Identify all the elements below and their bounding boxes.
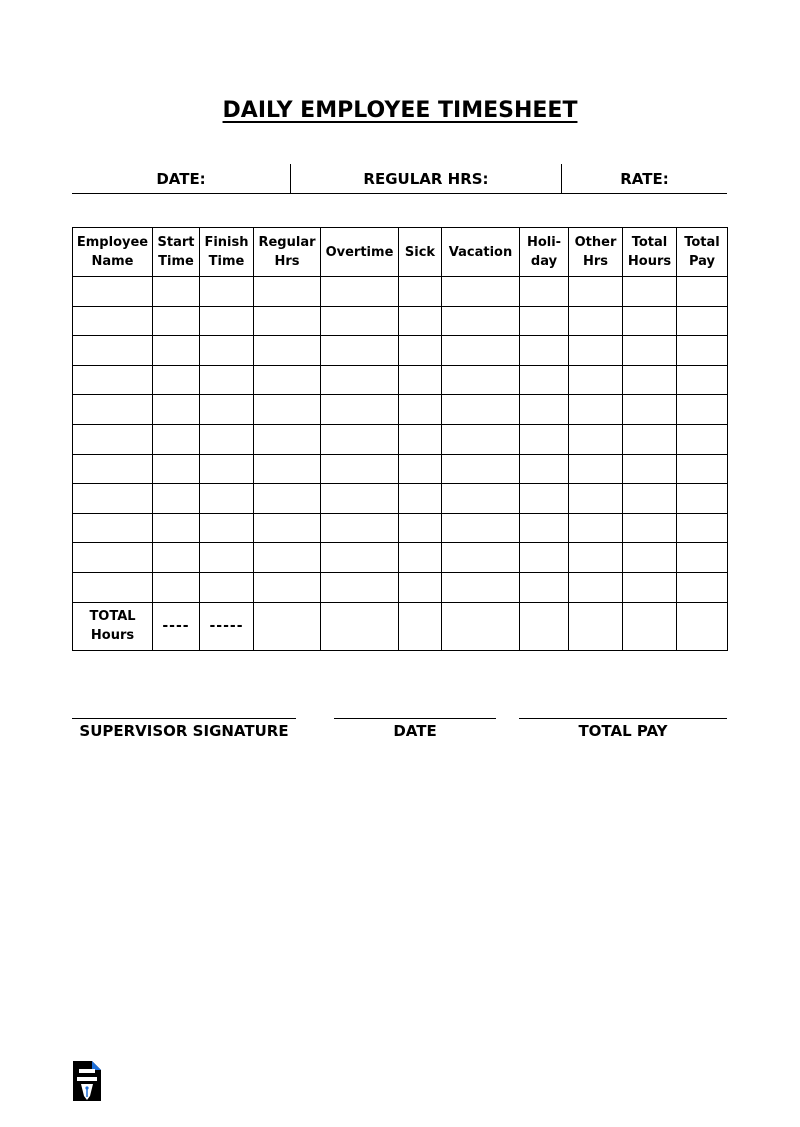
table-row: [73, 424, 728, 454]
table-cell-vacation[interactable]: [442, 336, 520, 366]
column-header-regular-hrs: [254, 228, 321, 277]
column-header-start-time: [153, 228, 200, 277]
table-cell-vacation[interactable]: [442, 513, 520, 543]
table-cell-vacation[interactable]: [442, 306, 520, 336]
column-header-sick: [399, 228, 442, 277]
table-cell-overtime[interactable]: [321, 543, 399, 573]
table-cell-vacation[interactable]: [442, 454, 520, 484]
column-header-holiday: [520, 228, 569, 277]
table-cell-other-hrs[interactable]: [569, 336, 623, 366]
column-header-text: Total: [684, 235, 720, 250]
column-header-text: day: [530, 254, 558, 269]
signature-date-line[interactable]: [334, 718, 496, 719]
table-cell-employee-name[interactable]: [73, 513, 153, 543]
table-cell-total-pay[interactable]: [677, 395, 728, 425]
table-cell-vacation[interactable]: [442, 277, 520, 307]
table-cell-start-time[interactable]: [153, 306, 200, 336]
table-cell-start-time[interactable]: [153, 277, 200, 307]
table-cell-total-pay[interactable]: [677, 277, 728, 307]
table-cell-total-pay[interactable]: [677, 365, 728, 395]
table-cell-sick[interactable]: [399, 277, 442, 307]
table-row: [73, 306, 728, 336]
table-cell-employee-name[interactable]: [73, 572, 153, 602]
table-cell-total-hours[interactable]: [623, 424, 677, 454]
table-cell-other-hrs[interactable]: [569, 277, 623, 307]
table-cell-employee-name[interactable]: [73, 454, 153, 484]
table-row: [73, 484, 728, 514]
table-cell-holiday[interactable]: [520, 543, 569, 573]
table-cell-total-hours[interactable]: [623, 513, 677, 543]
table-cell-total-hours[interactable]: [623, 543, 677, 573]
table-cell-regular-hrs[interactable]: [254, 543, 321, 573]
table-cell-other-hrs[interactable]: [569, 424, 623, 454]
table-cell-other-hrs[interactable]: [569, 454, 623, 484]
table-cell-sick[interactable]: [399, 306, 442, 336]
pen-document-logo-icon: [72, 1060, 102, 1102]
table-cell-total-pay[interactable]: [677, 454, 728, 484]
table-cell-total-pay[interactable]: [677, 306, 728, 336]
table-cell-regular-hrs[interactable]: [254, 572, 321, 602]
total-label-line2: Hours: [90, 628, 135, 644]
table-cell-total-pay[interactable]: [677, 572, 728, 602]
table-cell-finish-time[interactable]: [200, 572, 254, 602]
table-cell-start-time[interactable]: [153, 513, 200, 543]
table-cell-sick[interactable]: [399, 572, 442, 602]
table-cell-regular-hrs[interactable]: [254, 395, 321, 425]
table-cell-finish-time[interactable]: [200, 484, 254, 514]
column-header-other-hrs: [569, 228, 623, 277]
table-cell-total-pay[interactable]: [677, 543, 728, 573]
table-cell-holiday[interactable]: [520, 513, 569, 543]
table-cell-total-hours[interactable]: [623, 454, 677, 484]
total-pay-line[interactable]: [519, 718, 727, 719]
table-cell-other-hrs[interactable]: [569, 395, 623, 425]
table-cell-finish-time[interactable]: [200, 365, 254, 395]
table-body: [73, 277, 728, 651]
table-cell-regular-hrs[interactable]: [254, 513, 321, 543]
table-cell-vacation[interactable]: [442, 365, 520, 395]
column-header-text: Time: [208, 254, 245, 269]
table-cell-holiday[interactable]: [520, 484, 569, 514]
table-cell-total-pay[interactable]: [677, 424, 728, 454]
table-row: [73, 277, 728, 307]
table-cell-total-pay[interactable]: [677, 484, 728, 514]
table-cell-total-hours[interactable]: [623, 395, 677, 425]
column-header-employee-name: [73, 228, 153, 277]
table-cell-regular-hrs[interactable]: [254, 365, 321, 395]
table-row: [73, 454, 728, 484]
supervisor-signature-label: SUPERVISOR SIGNATURE: [79, 722, 289, 740]
table-cell-total-hours[interactable]: [623, 306, 677, 336]
table-cell-finish-time[interactable]: [200, 454, 254, 484]
table-cell-other-hrs[interactable]: [569, 484, 623, 514]
table-cell-finish-time[interactable]: [200, 306, 254, 336]
column-header-text: Name: [91, 254, 134, 269]
table-cell-employee-name[interactable]: [73, 395, 153, 425]
table-cell-employee-name[interactable]: [73, 306, 153, 336]
column-header-total-pay: [677, 228, 728, 277]
document-title: [0, 98, 800, 123]
column-header-text: Hrs: [274, 254, 300, 269]
table-cell-other-hrs[interactable]: [569, 513, 623, 543]
table-cell-overtime[interactable]: [321, 365, 399, 395]
column-header-text: Finish: [204, 235, 249, 250]
table-cell-start-time[interactable]: [153, 572, 200, 602]
signature-date-label: DATE: [393, 722, 437, 740]
column-header-vacation: [442, 228, 520, 277]
table-cell-sick[interactable]: [399, 484, 442, 514]
table-cell-holiday[interactable]: [520, 424, 569, 454]
table-cell-sick[interactable]: [399, 513, 442, 543]
table-cell-finish-time[interactable]: [200, 513, 254, 543]
column-header-overtime: [321, 228, 399, 277]
column-header-text: Time: [158, 254, 194, 269]
table-cell-start-time[interactable]: [153, 365, 200, 395]
column-header-finish-time: [200, 228, 254, 277]
table-cell-start-time[interactable]: [153, 484, 200, 514]
table-cell-employee-name[interactable]: [73, 484, 153, 514]
table-cell-employee-name[interactable]: [73, 424, 153, 454]
table-cell-total-pay[interactable]: [677, 336, 728, 366]
table-cell-total-hours[interactable]: [623, 484, 677, 514]
table-cell-other-hrs[interactable]: [569, 572, 623, 602]
total-cell-overtime[interactable]: [321, 602, 399, 650]
document-title-text: DAILY EMPLOYEE TIMESHEET: [222, 98, 578, 123]
table-row: [73, 513, 728, 543]
table-cell-total-hours[interactable]: [623, 572, 677, 602]
table-cell-vacation[interactable]: [442, 572, 520, 602]
column-header-text: Start: [157, 235, 195, 250]
total-hours-label: [73, 602, 153, 650]
table-cell-total-hours[interactable]: [623, 365, 677, 395]
table-cell-holiday[interactable]: [520, 572, 569, 602]
column-header-text: Holi-: [526, 235, 562, 250]
table-cell-other-hrs[interactable]: [569, 306, 623, 336]
total-pay-label: TOTAL PAY: [578, 722, 668, 740]
column-header-text: Sick: [404, 244, 436, 260]
table-cell-overtime[interactable]: [321, 277, 399, 307]
column-header-text: Overtime: [325, 244, 394, 260]
table-cell-employee-name[interactable]: [73, 336, 153, 366]
column-header-text: Hrs: [582, 254, 609, 269]
table-cell-employee-name[interactable]: [73, 365, 153, 395]
table-row: [73, 365, 728, 395]
total-cell-total-hours[interactable]: [623, 602, 677, 650]
table-cell-start-time[interactable]: [153, 424, 200, 454]
table-cell-sick[interactable]: [399, 424, 442, 454]
table-cell-employee-name[interactable]: [73, 543, 153, 573]
table-cell-other-hrs[interactable]: [569, 365, 623, 395]
column-header-text: Hours: [627, 254, 672, 269]
table-cell-start-time[interactable]: [153, 395, 200, 425]
table-cell-regular-hrs[interactable]: [254, 336, 321, 366]
table-cell-overtime[interactable]: [321, 484, 399, 514]
table-row: [73, 395, 728, 425]
table-cell-total-hours[interactable]: [623, 336, 677, 366]
table-cell-start-time[interactable]: [153, 454, 200, 484]
table-cell-regular-hrs[interactable]: [254, 484, 321, 514]
table-cell-finish-time[interactable]: [200, 277, 254, 307]
table-cell-finish-time[interactable]: [200, 395, 254, 425]
table-cell-overtime[interactable]: [321, 336, 399, 366]
table-cell-other-hrs[interactable]: [569, 543, 623, 573]
table-cell-overtime[interactable]: [321, 424, 399, 454]
dash-placeholder: -----: [209, 617, 244, 634]
column-header-text: Employee: [76, 235, 149, 250]
timesheet-table: [72, 227, 728, 651]
table-header-row: [73, 228, 728, 277]
table-cell-holiday[interactable]: [520, 454, 569, 484]
table-cell-holiday[interactable]: [520, 306, 569, 336]
table-cell-holiday[interactable]: [520, 365, 569, 395]
regular-hrs-field-label[interactable]: REGULAR HRS:: [291, 164, 562, 193]
table-cell-start-time[interactable]: [153, 543, 200, 573]
total-finish-time-dashes: [200, 602, 254, 650]
table-cell-regular-hrs[interactable]: [254, 306, 321, 336]
table-cell-overtime[interactable]: [321, 454, 399, 484]
total-cell-holiday[interactable]: [520, 602, 569, 650]
table-cell-sick[interactable]: [399, 395, 442, 425]
table-cell-sick[interactable]: [399, 543, 442, 573]
table-cell-regular-hrs[interactable]: [254, 424, 321, 454]
total-cell-regular-hrs[interactable]: [254, 602, 321, 650]
total-label-line1: TOTAL: [89, 609, 136, 625]
table-cell-employee-name[interactable]: [73, 277, 153, 307]
table-cell-overtime[interactable]: [321, 513, 399, 543]
table-cell-holiday[interactable]: [520, 336, 569, 366]
table-cell-finish-time[interactable]: [200, 543, 254, 573]
date-field-label[interactable]: DATE:: [72, 164, 291, 193]
table-cell-vacation[interactable]: [442, 395, 520, 425]
table-cell-total-pay[interactable]: [677, 513, 728, 543]
table-row: [73, 543, 728, 573]
table-cell-holiday[interactable]: [520, 277, 569, 307]
table-cell-regular-hrs[interactable]: [254, 454, 321, 484]
total-cell-total-pay[interactable]: [677, 602, 728, 650]
table-cell-start-time[interactable]: [153, 336, 200, 366]
total-cell-vacation[interactable]: [442, 602, 520, 650]
table-cell-overtime[interactable]: [321, 572, 399, 602]
dash-placeholder: ----: [162, 617, 190, 634]
table-cell-overtime[interactable]: [321, 306, 399, 336]
column-header-text: Regular: [258, 235, 316, 250]
table-row: [73, 336, 728, 366]
table-cell-vacation[interactable]: [442, 484, 520, 514]
column-header-total-hours: [623, 228, 677, 277]
total-start-time-dashes: [153, 602, 200, 650]
rate-field-label[interactable]: RATE:: [620, 169, 669, 188]
column-header-text: Other: [574, 235, 617, 250]
table-cell-holiday[interactable]: [520, 395, 569, 425]
column-header-text: Pay: [688, 254, 716, 269]
info-row: [72, 164, 727, 194]
table-cell-finish-time[interactable]: [200, 424, 254, 454]
total-cell-sick[interactable]: [399, 602, 442, 650]
total-hours-row: [73, 602, 728, 650]
total-cell-other-hrs[interactable]: [569, 602, 623, 650]
table-cell-sick[interactable]: [399, 454, 442, 484]
column-header-text: Vacation: [448, 244, 513, 260]
table-cell-overtime[interactable]: [321, 395, 399, 425]
table-row: [73, 572, 728, 602]
supervisor-signature-line[interactable]: [72, 718, 296, 719]
table-cell-regular-hrs[interactable]: [254, 277, 321, 307]
table-cell-vacation[interactable]: [442, 543, 520, 573]
table-cell-total-hours[interactable]: [623, 277, 677, 307]
column-header-text: Total: [631, 235, 668, 250]
table-cell-sick[interactable]: [399, 365, 442, 395]
table-cell-vacation[interactable]: [442, 424, 520, 454]
table-cell-sick[interactable]: [399, 336, 442, 366]
table-cell-finish-time[interactable]: [200, 336, 254, 366]
